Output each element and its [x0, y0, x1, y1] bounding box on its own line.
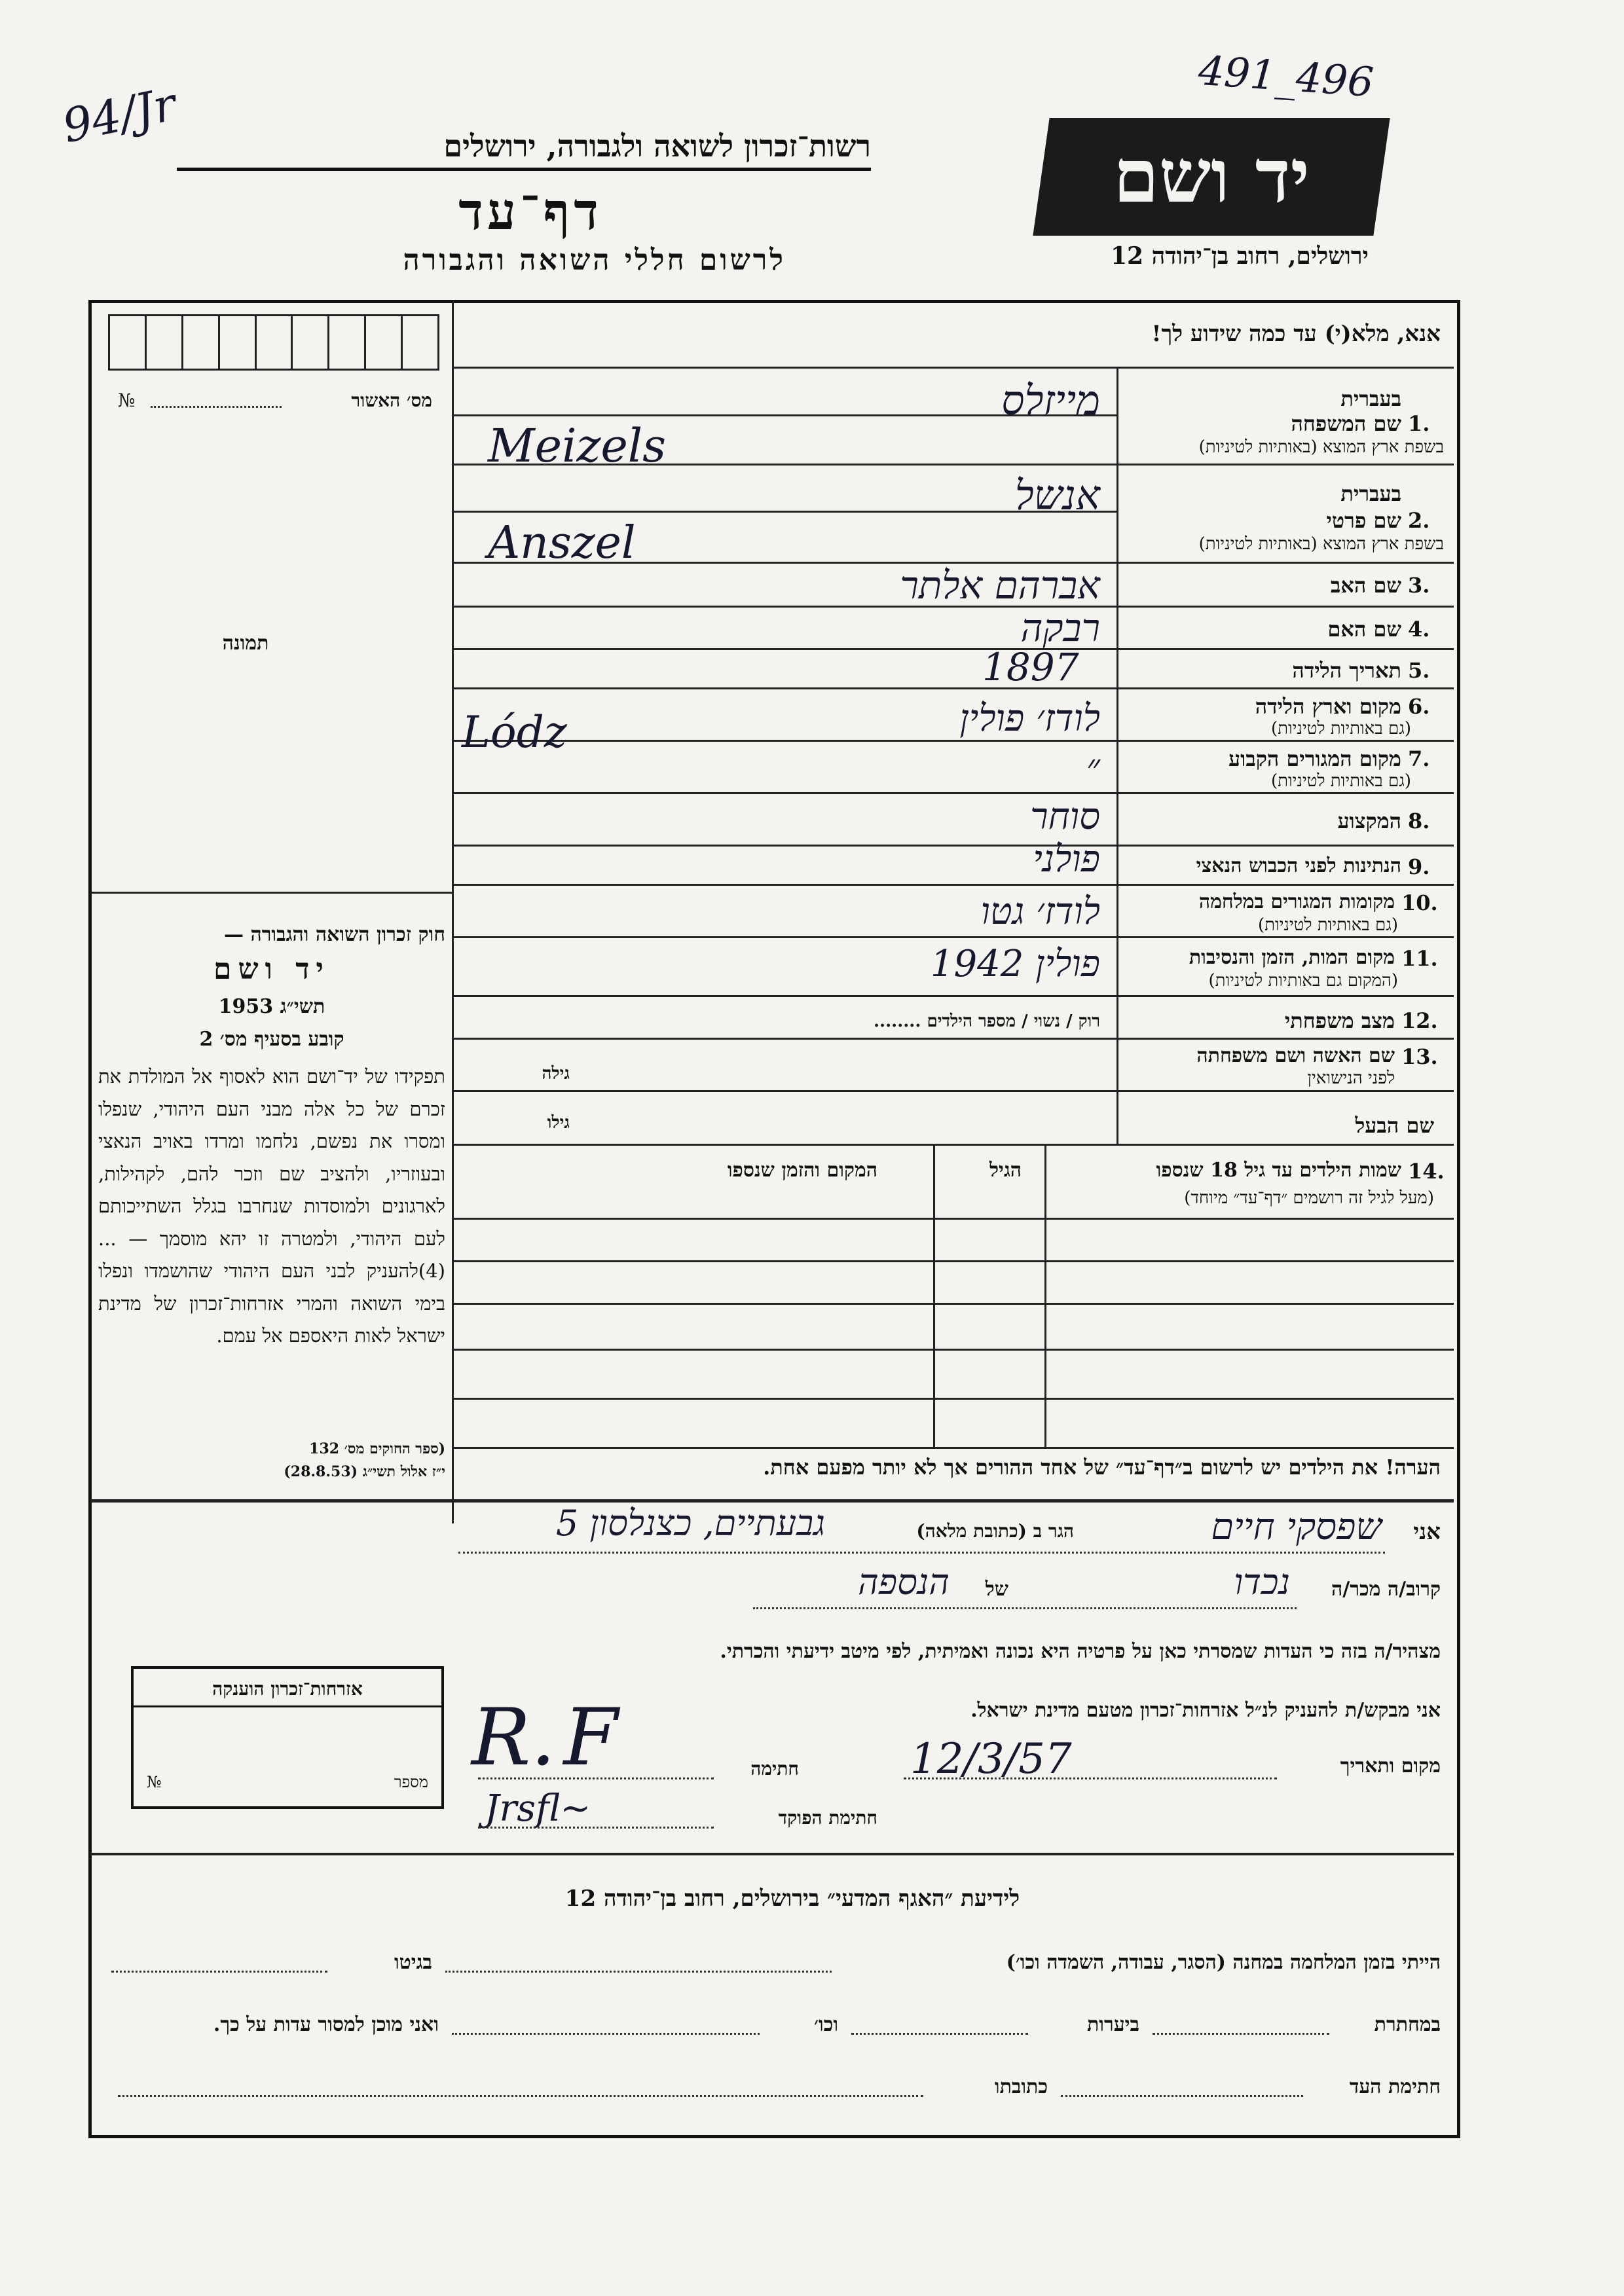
field-11-sub: (המקום גם באותיות לטיניות)	[1208, 971, 1398, 991]
field-1-number: 1.	[1408, 411, 1430, 436]
citizenship-box	[131, 1666, 444, 1809]
label-column-divider	[1116, 367, 1118, 1144]
item-number: 491_496	[1196, 46, 1375, 107]
law-source: (ספר החוקים מס׳ 132	[309, 1440, 445, 1457]
law-title: חוק זכרון השואה והגבורה —	[224, 923, 445, 946]
field-1-latin-value: Meizels	[488, 419, 667, 473]
approval-line	[151, 406, 282, 408]
field-3-label: שם האב	[1330, 573, 1401, 598]
field-10-label: מקומות המגורים במלחמה	[1198, 890, 1395, 913]
law-date: י״ז אלול תשי״ג (28.8.53)	[284, 1463, 445, 1480]
field-2-latin-value: Anszel	[488, 517, 636, 569]
archive-code: 94/Jr	[58, 77, 181, 154]
field-10-number: 10.	[1401, 890, 1438, 915]
field-10-sub: (גם באותיות לטיניות)	[1257, 915, 1398, 935]
footer-line1-b: בגיטו	[394, 1951, 432, 1974]
decl-of-label: של	[985, 1578, 1008, 1601]
citizenship-no-label: מספר	[394, 1773, 428, 1791]
field-5-value: 1897	[982, 645, 1079, 689]
field-7-sub: (גם באותיות לטיניות)	[1270, 771, 1411, 791]
field-5-label: תאריך הלידה	[1292, 658, 1401, 683]
citizenship-no-sign: №	[147, 1773, 162, 1791]
children-sub: (מעל לגיל זה רושמים ״דף־עד״ מיוחד)	[1184, 1188, 1434, 1208]
left-column-divider	[452, 302, 454, 1523]
law-year-heb: תשי״ג	[280, 995, 325, 1018]
field-1-label: שם המשפחה	[1291, 411, 1401, 436]
field-5-number: 5.	[1408, 658, 1430, 683]
footer-line3-a: חתימת העד	[1349, 2075, 1441, 2098]
decl-place-date-value: 12/3/57	[910, 1735, 1072, 1783]
field-6-latin-value: Lódz	[462, 707, 567, 757]
footer-line2-d: ואני מוכן למסור עדות על כך.	[213, 2013, 439, 2036]
field-11-number: 11.	[1401, 946, 1438, 971]
field-4-label: שם האם	[1327, 617, 1401, 642]
form-subtitle: לרשום חללי השואה והגבורה	[403, 244, 786, 277]
field-12-label: מצב משפחתי	[1284, 1008, 1395, 1033]
decl-relation-label: קרוב/ה מכר/ה	[1331, 1578, 1441, 1601]
law-text: תפקידו של יד־ושם הוא לאסוף אל המולדת את זכרם של כל אלה מבני העם היהודי, שנפלו ומסרו את נפשם, נלחמו ומרדו באויב הנאצי ובעוזריו, ולהציב שם וזכר להם, לקהילות, לארגונים ולמוסדות שנחרבו בגלל השתייכותם לעם היהודי, ולמטרה זו יהא מוסמך — ...(4)להעניק לבני העם היהודי שהושמדו ונפלו בימי השואה והמרי אזרחות־זכרון של מדינת ישראל לאות היאספם אל עמם.	[98, 1065, 445, 1347]
decl-official-label: חתימת הפוקד	[778, 1807, 877, 1829]
footer-line1-a: הייתי בזמן המלחמה במחנה (הסגר, עבודה, השמדה וכו׳)	[1006, 1951, 1441, 1974]
field-4-number: 4.	[1408, 617, 1430, 642]
approval-label: מס׳ האשור	[351, 390, 432, 411]
field-9-number: 9.	[1408, 854, 1430, 879]
field-8-number: 8.	[1408, 809, 1430, 833]
field-8-label: המקצוע	[1337, 809, 1401, 833]
footer-line3-b: כתובתו	[994, 2075, 1048, 2098]
intro-prompt: אנא, מלא(י) עד כמה שידוע לך!	[1151, 321, 1441, 347]
intro-rule	[452, 367, 1454, 369]
field-7-number: 7.	[1408, 746, 1430, 771]
signature: R. F	[471, 1692, 618, 1783]
decl-statement: מצהיר/ה בזה כי העדות שמסרתי כאן על פרטיה היא נכונה ואמיתית, לפי מיטב ידיעתי והכרתי.	[720, 1640, 1441, 1663]
field-10-value: לודז׳ גטו	[980, 890, 1100, 933]
field-2-heb-tag: בעברית	[1340, 481, 1401, 506]
footer-line2-a: במחתרת	[1374, 2013, 1441, 2036]
official-signature: Jrsfl~	[485, 1787, 591, 1830]
field-6-label: מקום וארץ הלידה	[1255, 694, 1401, 719]
law-yadvashem: יד ושם	[213, 953, 330, 986]
field-9-value: פולני	[1033, 838, 1100, 881]
field-2-sub: בשפת ארץ המוצא (באותיות לטיניות)	[1198, 534, 1444, 554]
decl-signature-label: חתימה	[750, 1758, 799, 1779]
field-7-label: מקום המגורים הקבוע	[1228, 746, 1401, 771]
field-2-label: שם פרטי	[1326, 508, 1401, 533]
logo-text: יד ושם	[1113, 134, 1310, 219]
field-1-heb-value: מייזלס	[1001, 376, 1100, 424]
field-3-number: 3.	[1408, 573, 1430, 598]
law-year: 1953	[218, 995, 274, 1018]
field-2-heb-value: אנשל	[1014, 471, 1100, 519]
field-13-label: שם האשה ושם משפחתה	[1196, 1044, 1395, 1067]
citizenship-title: אזרחות־זכרון הוענקה	[134, 1678, 441, 1707]
children-place-col: המקום והזמן שנספו	[727, 1159, 877, 1182]
field-2-number: 2.	[1408, 508, 1430, 533]
field-13-number: 13.	[1401, 1044, 1438, 1069]
field-6-sub: (גם באותיות לטיניות)	[1270, 719, 1411, 738]
field-1-sub: בשפת ארץ המוצא (באותיות לטיניות)	[1198, 437, 1444, 457]
field-8-value: סוחר	[1030, 795, 1100, 838]
decl-ani: אני	[1413, 1519, 1441, 1545]
field-9-label: הנתינות לפני הכבוש הנאצי	[1196, 854, 1401, 877]
law-section: קובע בסעיף מס׳ 2	[199, 1028, 344, 1051]
field-12-value: רוק / נשוי / מספר הילדים ........	[874, 1011, 1100, 1031]
field-3-value: אברהם אלתר	[900, 563, 1100, 608]
field-1-heb-tag: בעברית	[1340, 386, 1401, 411]
field-6-value: לודז׳ פולין	[959, 697, 1100, 740]
law-year-line	[98, 995, 445, 1018]
field-11-value: פולין 1942	[930, 943, 1100, 985]
approval-cells	[108, 314, 439, 371]
field-7-value: ״	[1086, 746, 1100, 789]
footer-heading: לידיעת ״האגף המדעי״ בירושלים, רחוב בן־יהודה 12	[564, 1886, 1020, 1912]
header-address: ירושלים, רחוב בן־יהודה 12	[1110, 242, 1369, 270]
approval-number-sign: №	[118, 390, 136, 411]
note-text: הערה! את הילדים יש לרשום ב״דף־עד״ של אחד ההורים אך לא יותר מפעם אחת.	[763, 1455, 1441, 1480]
institution-name: רשות־זכרון לשואה ולגבורה, ירושלים	[177, 128, 871, 171]
decl-request: אני מבקש/ת להעניק לנ״ל אזרחות־זכרון מטעם מדינת ישראל.	[970, 1699, 1441, 1722]
decl-ani-value: שפסקי חיים	[1211, 1506, 1382, 1548]
field-4-value: רבקה	[1020, 606, 1100, 650]
husband-age-label: גילו	[547, 1113, 570, 1133]
husband-label: שם הבעל	[1355, 1113, 1434, 1138]
decl-resides: הגר ב (כתובת מלאה)	[916, 1520, 1074, 1542]
field-6-number: 6.	[1408, 694, 1430, 719]
field-12-number: 12.	[1401, 1008, 1438, 1033]
field-13-age-label: גילה	[542, 1064, 570, 1084]
footer-line2-c: וכו׳	[814, 2013, 838, 2036]
photo-label: תמונה	[222, 632, 269, 655]
field-11-label: מקום המות, הזמן והנסיבות	[1189, 946, 1395, 969]
children-number: 14.	[1408, 1159, 1445, 1184]
decl-of-value: הנספה	[858, 1561, 950, 1603]
children-label: שמות הילדים עד גיל 18 שנספו	[1156, 1159, 1401, 1182]
photo-bottom-rule	[90, 892, 452, 894]
form-title: דף־עד	[458, 182, 602, 242]
citizenship-number	[147, 1773, 428, 1792]
decl-place-date-label: מקום ותאריך	[1340, 1755, 1441, 1777]
decl-relation-value: נכדו	[1234, 1561, 1290, 1603]
field-13-sub: לפני הנישואין	[1307, 1068, 1395, 1088]
decl-address-value: גבעתיים, כצנלסון 5	[555, 1503, 825, 1544]
footer-line2-b: ביערות	[1086, 2013, 1139, 2036]
yad-vashem-logo	[1033, 118, 1390, 236]
children-age-col: הגיל	[989, 1159, 1022, 1182]
